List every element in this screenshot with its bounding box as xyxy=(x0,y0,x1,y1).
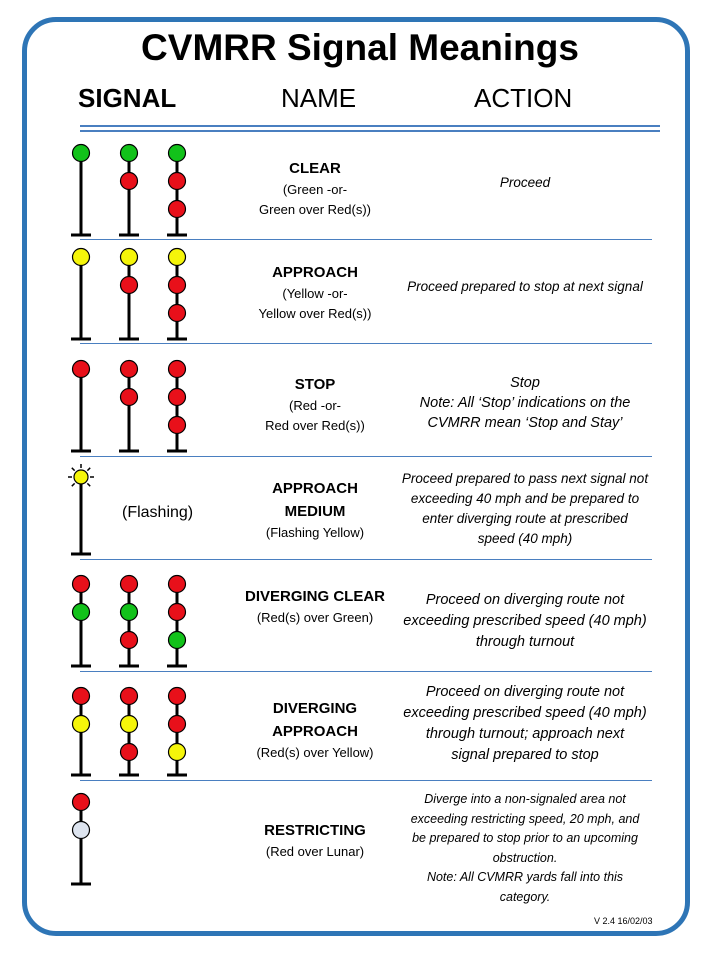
name-column-header: NAME xyxy=(281,83,357,113)
action-line: through turnout; approach next xyxy=(425,726,625,742)
signal-light-red xyxy=(169,173,186,190)
signal-action xyxy=(384,590,666,653)
page-title: CVMRR Signal Meanings xyxy=(141,27,579,68)
signal-name xyxy=(240,261,390,324)
signal-name-title: APPROACH MEDIUM xyxy=(272,480,358,520)
signal-light-red xyxy=(121,277,138,294)
signal-light-yellow xyxy=(121,716,138,733)
action-line: Note: All CVMRR yards fall into this xyxy=(426,870,624,884)
signal-name-title: CLEAR xyxy=(289,160,341,177)
signal-light-red xyxy=(121,744,138,761)
signal-diagrams xyxy=(60,683,200,780)
signal-name-title: APPROACH xyxy=(272,264,358,281)
signal-diagrams xyxy=(60,356,200,456)
action-line: CVMRR mean ‘Stop and Stay’ xyxy=(427,415,623,431)
signal-name xyxy=(240,373,390,436)
signal-action xyxy=(384,173,666,193)
signal-name-detail: Red over Red(s)) xyxy=(265,418,365,433)
signal-row-diverging-approach xyxy=(0,683,720,780)
action-line: obstruction. xyxy=(492,850,558,865)
action-line: Proceed on diverging route not xyxy=(425,684,625,700)
signal-light-red xyxy=(169,688,186,705)
signal-name xyxy=(240,819,390,862)
signal-row-clear xyxy=(0,140,720,240)
action-line: Diverge into a non-signaled area not xyxy=(424,792,626,806)
signal-row-diverging-clear xyxy=(0,571,720,671)
signal-name xyxy=(240,157,390,220)
signal-column-header: SIGNAL xyxy=(78,83,177,113)
signal-light-red xyxy=(73,576,90,593)
action-line: exceeding restricting speed, 20 mph, and xyxy=(410,811,640,826)
signal-name-detail: (Red over Lunar) xyxy=(265,844,365,859)
signal-light-yellow xyxy=(169,744,186,761)
signal-name xyxy=(240,697,390,763)
signal-name xyxy=(240,585,390,628)
action-line: Proceed xyxy=(499,175,551,190)
signal-light-yellow xyxy=(121,249,138,266)
signal-diagrams xyxy=(60,140,200,240)
signal-diagrams xyxy=(60,789,200,889)
signal-light-red xyxy=(73,361,90,378)
action-line: through turnout xyxy=(475,634,575,650)
signal-light-red xyxy=(121,688,138,705)
action-line: Proceed prepared to stop at next signal xyxy=(407,279,643,294)
signal-light-red xyxy=(121,173,138,190)
signal-light-red xyxy=(73,794,90,811)
signal-action xyxy=(384,373,666,433)
signal-name-detail: (Green -or- xyxy=(282,182,348,197)
signal-diagrams xyxy=(60,244,200,344)
flash-ray xyxy=(87,483,90,486)
signal-name-detail: (Flashing Yellow) xyxy=(265,525,365,540)
signal-light-green xyxy=(169,145,186,162)
action-line: Proceed prepared to pass next signal not xyxy=(401,471,649,486)
signal-name xyxy=(240,477,390,543)
signal-row-stop xyxy=(0,356,720,456)
signal-name-detail: Green over Red(s)) xyxy=(259,202,371,217)
signal-light-green xyxy=(73,145,90,162)
signal-name-detail: Yellow over Red(s)) xyxy=(258,306,372,321)
action-column-header: ACTION xyxy=(474,83,573,113)
action-line: category. xyxy=(499,889,551,904)
signal-light-lunar xyxy=(73,822,90,839)
signal-light-flashing-yellow xyxy=(74,470,88,484)
header-rule-top xyxy=(80,125,660,127)
signal-action xyxy=(384,682,666,766)
signal-light-yellow xyxy=(73,716,90,733)
signal-name-title: STOP xyxy=(294,376,336,393)
signal-light-red xyxy=(121,361,138,378)
signal-diagrams xyxy=(60,571,200,671)
signal-light-red xyxy=(169,716,186,733)
signal-light-red xyxy=(169,389,186,406)
action-line: exceeding prescribed speed (40 mph) xyxy=(403,705,647,721)
flashing-note: (Flashing) xyxy=(122,504,194,521)
signal-light-yellow xyxy=(73,249,90,266)
flash-ray xyxy=(72,468,75,471)
signal-light-red xyxy=(121,576,138,593)
row-divider xyxy=(80,456,652,457)
signal-light-green xyxy=(121,604,138,621)
action-line: speed (40 mph) xyxy=(477,531,573,546)
signal-name-detail: (Red(s) over Yellow) xyxy=(256,745,374,760)
row-divider xyxy=(80,671,652,672)
signal-light-red xyxy=(121,389,138,406)
signal-name-detail: (Yellow -or- xyxy=(282,286,348,301)
signal-action xyxy=(384,469,666,549)
signal-row-approach xyxy=(0,244,720,344)
version-label: V 2.4 16/02/03 xyxy=(594,916,653,926)
flash-ray xyxy=(72,483,75,486)
signal-light-yellow xyxy=(169,249,186,266)
signal-name-title: DIVERGING APPROACH xyxy=(272,700,358,740)
signal-action xyxy=(384,277,666,297)
signal-light-red xyxy=(73,688,90,705)
action-line: Stop xyxy=(510,375,540,391)
flash-ray xyxy=(87,468,90,471)
row-divider xyxy=(80,780,652,781)
action-line: signal prepared to stop xyxy=(451,747,599,763)
action-line: Proceed on diverging route not xyxy=(425,592,625,608)
signal-light-red xyxy=(169,576,186,593)
signal-name-title: RESTRICTING xyxy=(264,822,366,839)
action-line: be prepared to stop prior to an upcoming xyxy=(412,831,638,845)
signal-light-green xyxy=(73,604,90,621)
header-rule-bottom xyxy=(80,130,660,132)
signal-light-red xyxy=(169,305,186,322)
action-line: exceeding 40 mph and be prepared to xyxy=(410,491,640,506)
signal-light-red xyxy=(169,417,186,434)
signal-name-detail: (Red(s) over Green) xyxy=(256,610,374,625)
signal-light-green xyxy=(121,145,138,162)
signal-light-green xyxy=(169,632,186,649)
signal-row-approach-medium xyxy=(0,464,720,559)
signal-light-red xyxy=(169,361,186,378)
action-line: exceeding prescribed speed (40 mph) xyxy=(403,613,647,629)
signal-name-title: DIVERGING CLEAR xyxy=(244,588,385,605)
action-line: Note: All ‘Stop’ indications on the xyxy=(419,395,631,411)
action-line: enter diverging route at prescribed xyxy=(422,511,628,526)
signal-light-red xyxy=(169,201,186,218)
signal-light-red xyxy=(169,604,186,621)
signal-row-restricting xyxy=(0,789,720,904)
signal-action xyxy=(384,790,666,907)
signal-light-red xyxy=(121,632,138,649)
signal-light-red xyxy=(169,277,186,294)
signal-name-detail: (Red -or- xyxy=(288,398,341,413)
row-divider xyxy=(80,559,652,560)
